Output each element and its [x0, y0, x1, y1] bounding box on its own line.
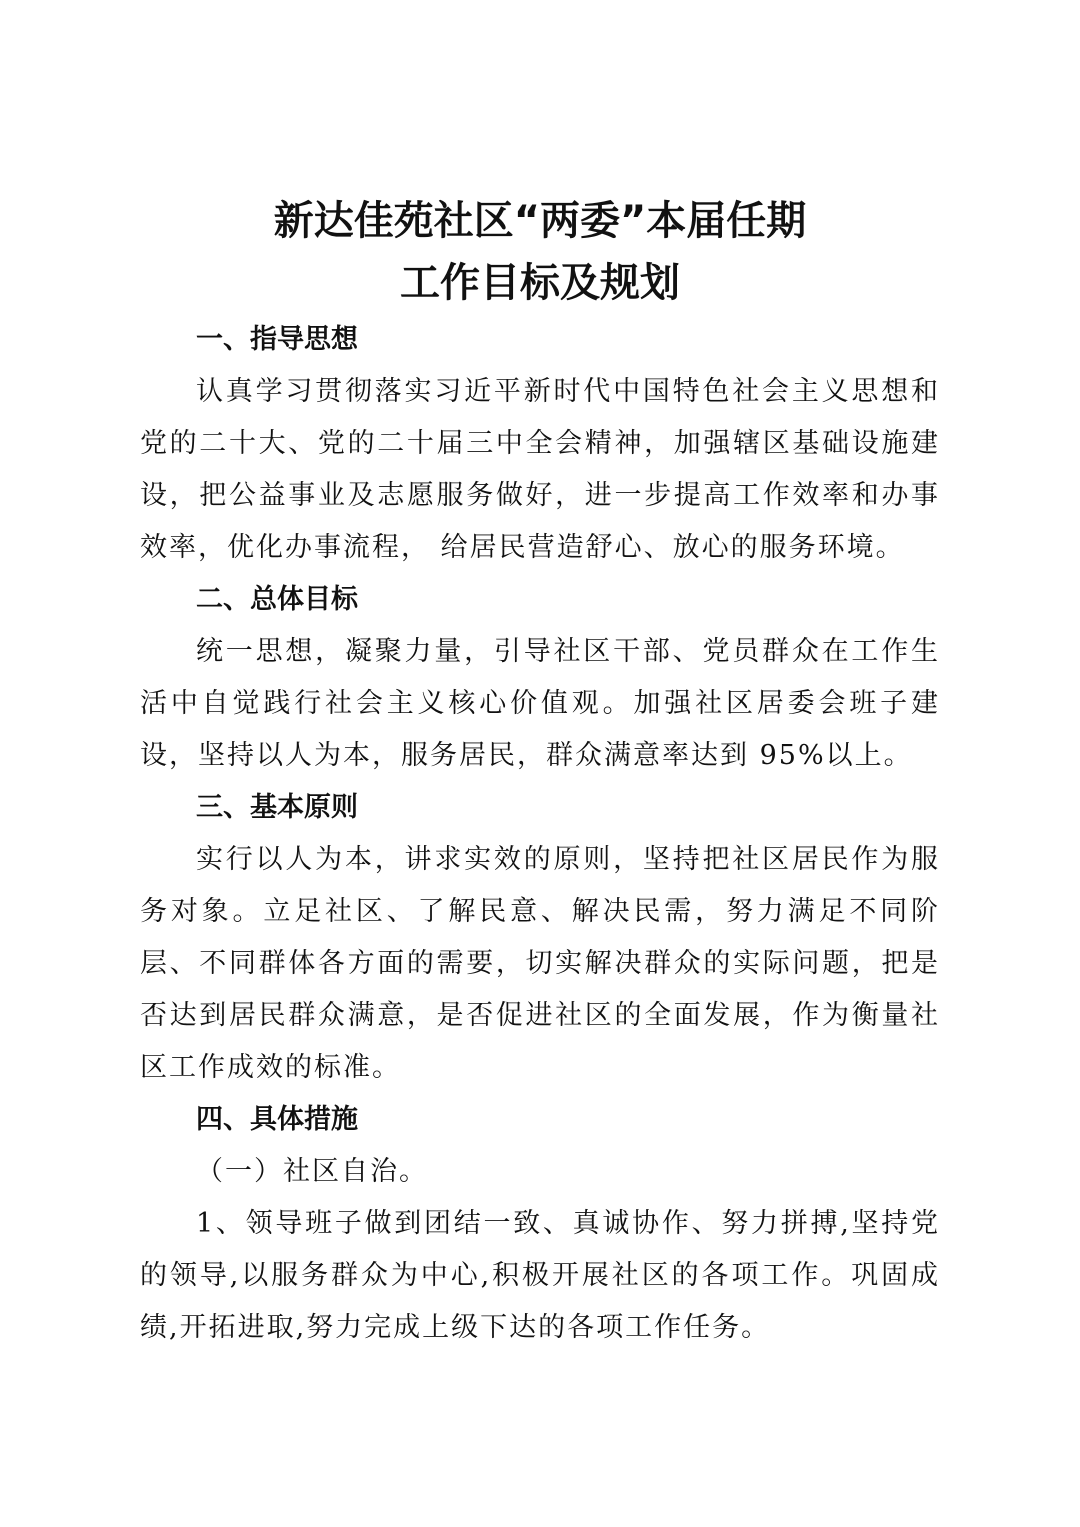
document-page	[140, 190, 940, 1354]
section-4-paragraph: 1、领导班子做到团结一致、真诚协作、努力拼搏,坚持党的领导,以服务群众为中心,积极开展社区的各项工作。巩固成绩,开拓进取,努力完成上级下达的各项工作任务。	[140, 1208, 940, 1343]
section-4-subheading: （一）社区自治。	[196, 1156, 428, 1187]
section-1-heading: 一、指导思想	[196, 324, 358, 355]
section-4-heading: 四、具体措施	[196, 1104, 358, 1135]
section-1-paragraph: 认真学习贯彻落实习近平新时代中国特色社会主义思想和党的二十大、党的二十届三中全会精神，加强辖区基础设施建设，把公益事业及志愿服务做好，进一步提高工作效率和办事效率，优化办事流程， 给居民营造舒心、放心的服务环境。	[140, 376, 940, 563]
section-2-paragraph: 统一思想，凝聚力量，引导社区干部、党员群众在工作生活中自觉践行社会主义核心价值观。加强社区居委会班子建设，坚持以人为本，服务居民，群众满意率达到 95%以上。	[140, 636, 940, 771]
section-2-heading: 二、总体目标	[196, 584, 358, 615]
section-3-heading: 三、基本原则	[196, 792, 358, 823]
title-line-1: 新达佳苑社区“两委”本届任期	[273, 198, 807, 244]
section-3-paragraph: 实行以人为本，讲求实效的原则，坚持把社区居民作为服务对象。立足社区、了解民意、解决民需，努力满足不同阶层、不同群体各方面的需要，切实解决群众的实际问题，把是否达到居民群众满意，是否促进社区的全面发展，作为衡量社区工作成效的标准。	[140, 844, 940, 1083]
title-line-2: 工作目标及规划	[400, 260, 680, 306]
document-title	[140, 190, 940, 314]
